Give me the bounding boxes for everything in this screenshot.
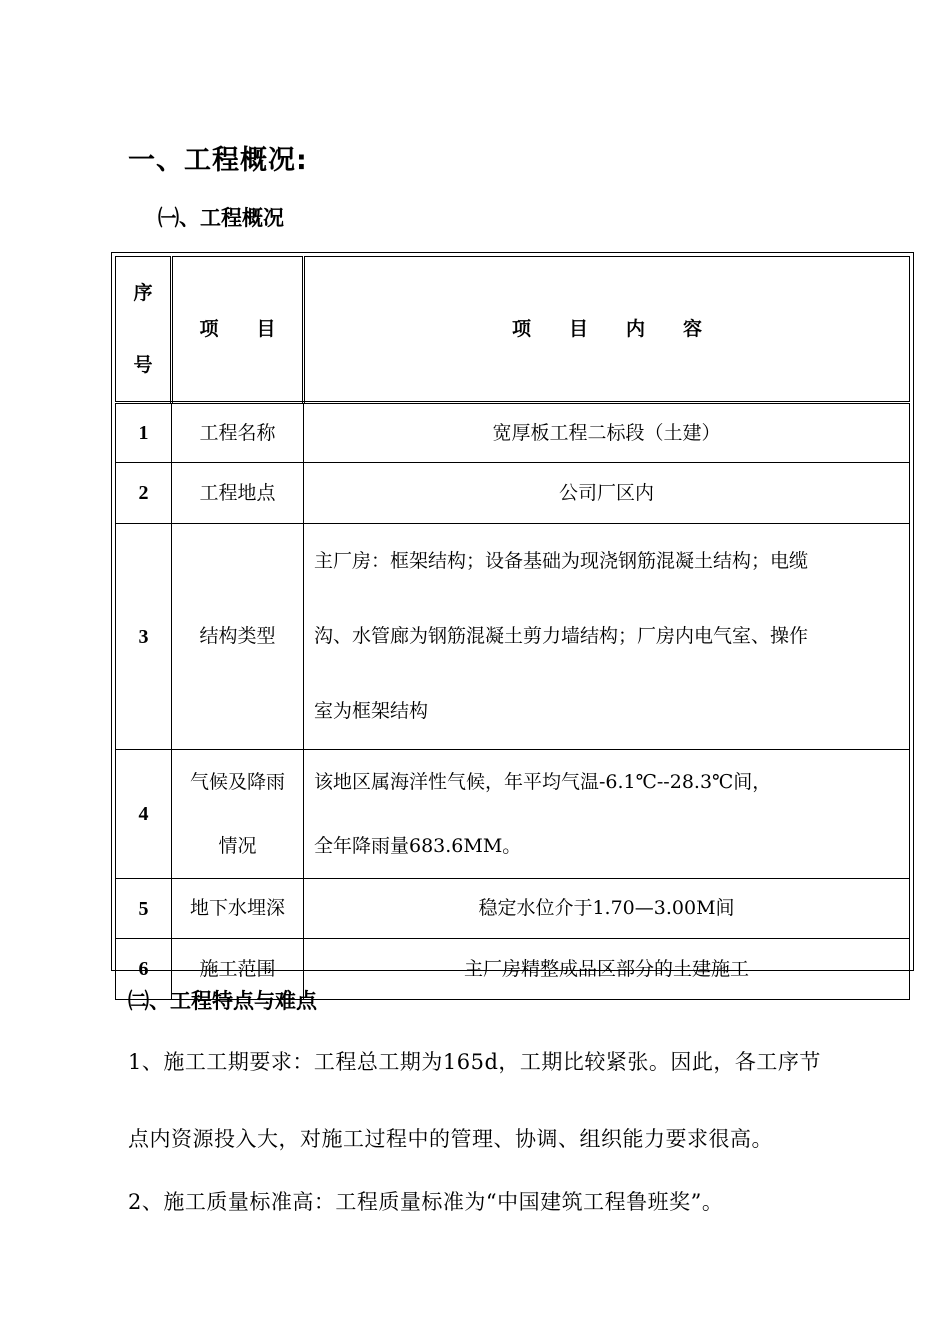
row-content: 公司厂区内 <box>304 463 910 524</box>
project-overview-table <box>111 252 914 980</box>
table-row <box>116 879 910 939</box>
section-heading: 一、工程概况: <box>128 145 308 176</box>
row-content <box>304 524 910 750</box>
content-line: 该地区属海洋性气候，年平均气温-6.1℃--28.3℃间， <box>314 771 772 793</box>
table-header-row <box>116 257 910 403</box>
subsection-heading-overview: ㈠、工程概况 <box>158 206 284 230</box>
paragraph-line: 点内资源投入大，对施工过程中的管理、协调、组织能力要求很高。 <box>128 1127 773 1151</box>
header-seq-line2: 号 <box>133 354 153 376</box>
header-seq-line1: 序 <box>133 282 153 304</box>
row-item: 工程地点 <box>172 463 304 524</box>
header-content: 项 目 内 容 <box>304 257 910 403</box>
content-line: 沟、水管廊为钢筋混凝土剪力墙结构；厂房内电气室、操作 <box>314 625 809 647</box>
paragraph-line: 1、施工工期要求：工程总工期为165d，工期比较紧张。因此，各工序节 <box>128 1050 821 1074</box>
table-row <box>116 463 910 524</box>
row-number: 3 <box>116 524 172 750</box>
row-content: 宽厚板工程二标段（土建） <box>304 403 910 463</box>
header-seq <box>116 257 172 403</box>
row-content: 稳定水位介于1.70—3.00M间 <box>304 879 910 939</box>
table-row <box>116 403 910 463</box>
row-number: 2 <box>116 463 172 524</box>
row-number: 5 <box>116 879 172 939</box>
item-line: 气候及降雨 <box>189 771 285 793</box>
row-item <box>172 750 304 879</box>
row-item: 结构类型 <box>172 524 304 750</box>
table-row <box>116 750 910 879</box>
content-line: 室为框架结构 <box>314 700 429 722</box>
row-number: 4 <box>116 750 172 879</box>
subsection-heading-features: ㈡、工程特点与难点 <box>128 989 317 1013</box>
row-item: 地下水埋深 <box>172 879 304 939</box>
content-line: 主厂房：框架结构；设备基础为现浇钢筋混凝土结构；电缆 <box>314 550 809 572</box>
item-line: 情况 <box>218 835 257 857</box>
row-item: 工程名称 <box>172 403 304 463</box>
row-number: 1 <box>116 403 172 463</box>
table-row <box>116 524 910 750</box>
row-item: 施工范围 <box>172 939 304 1000</box>
paragraph-line: 2、施工质量标准高：工程质量标准为“中国建筑工程鲁班奖”。 <box>128 1190 724 1214</box>
row-content <box>304 750 910 879</box>
header-item: 项 目 <box>172 257 304 403</box>
content-line: 全年降雨量683.6MM。 <box>314 835 522 857</box>
row-number: 6 <box>116 939 172 1000</box>
row-content: 主厂房精整成品区部分的土建施工 <box>304 939 910 1000</box>
